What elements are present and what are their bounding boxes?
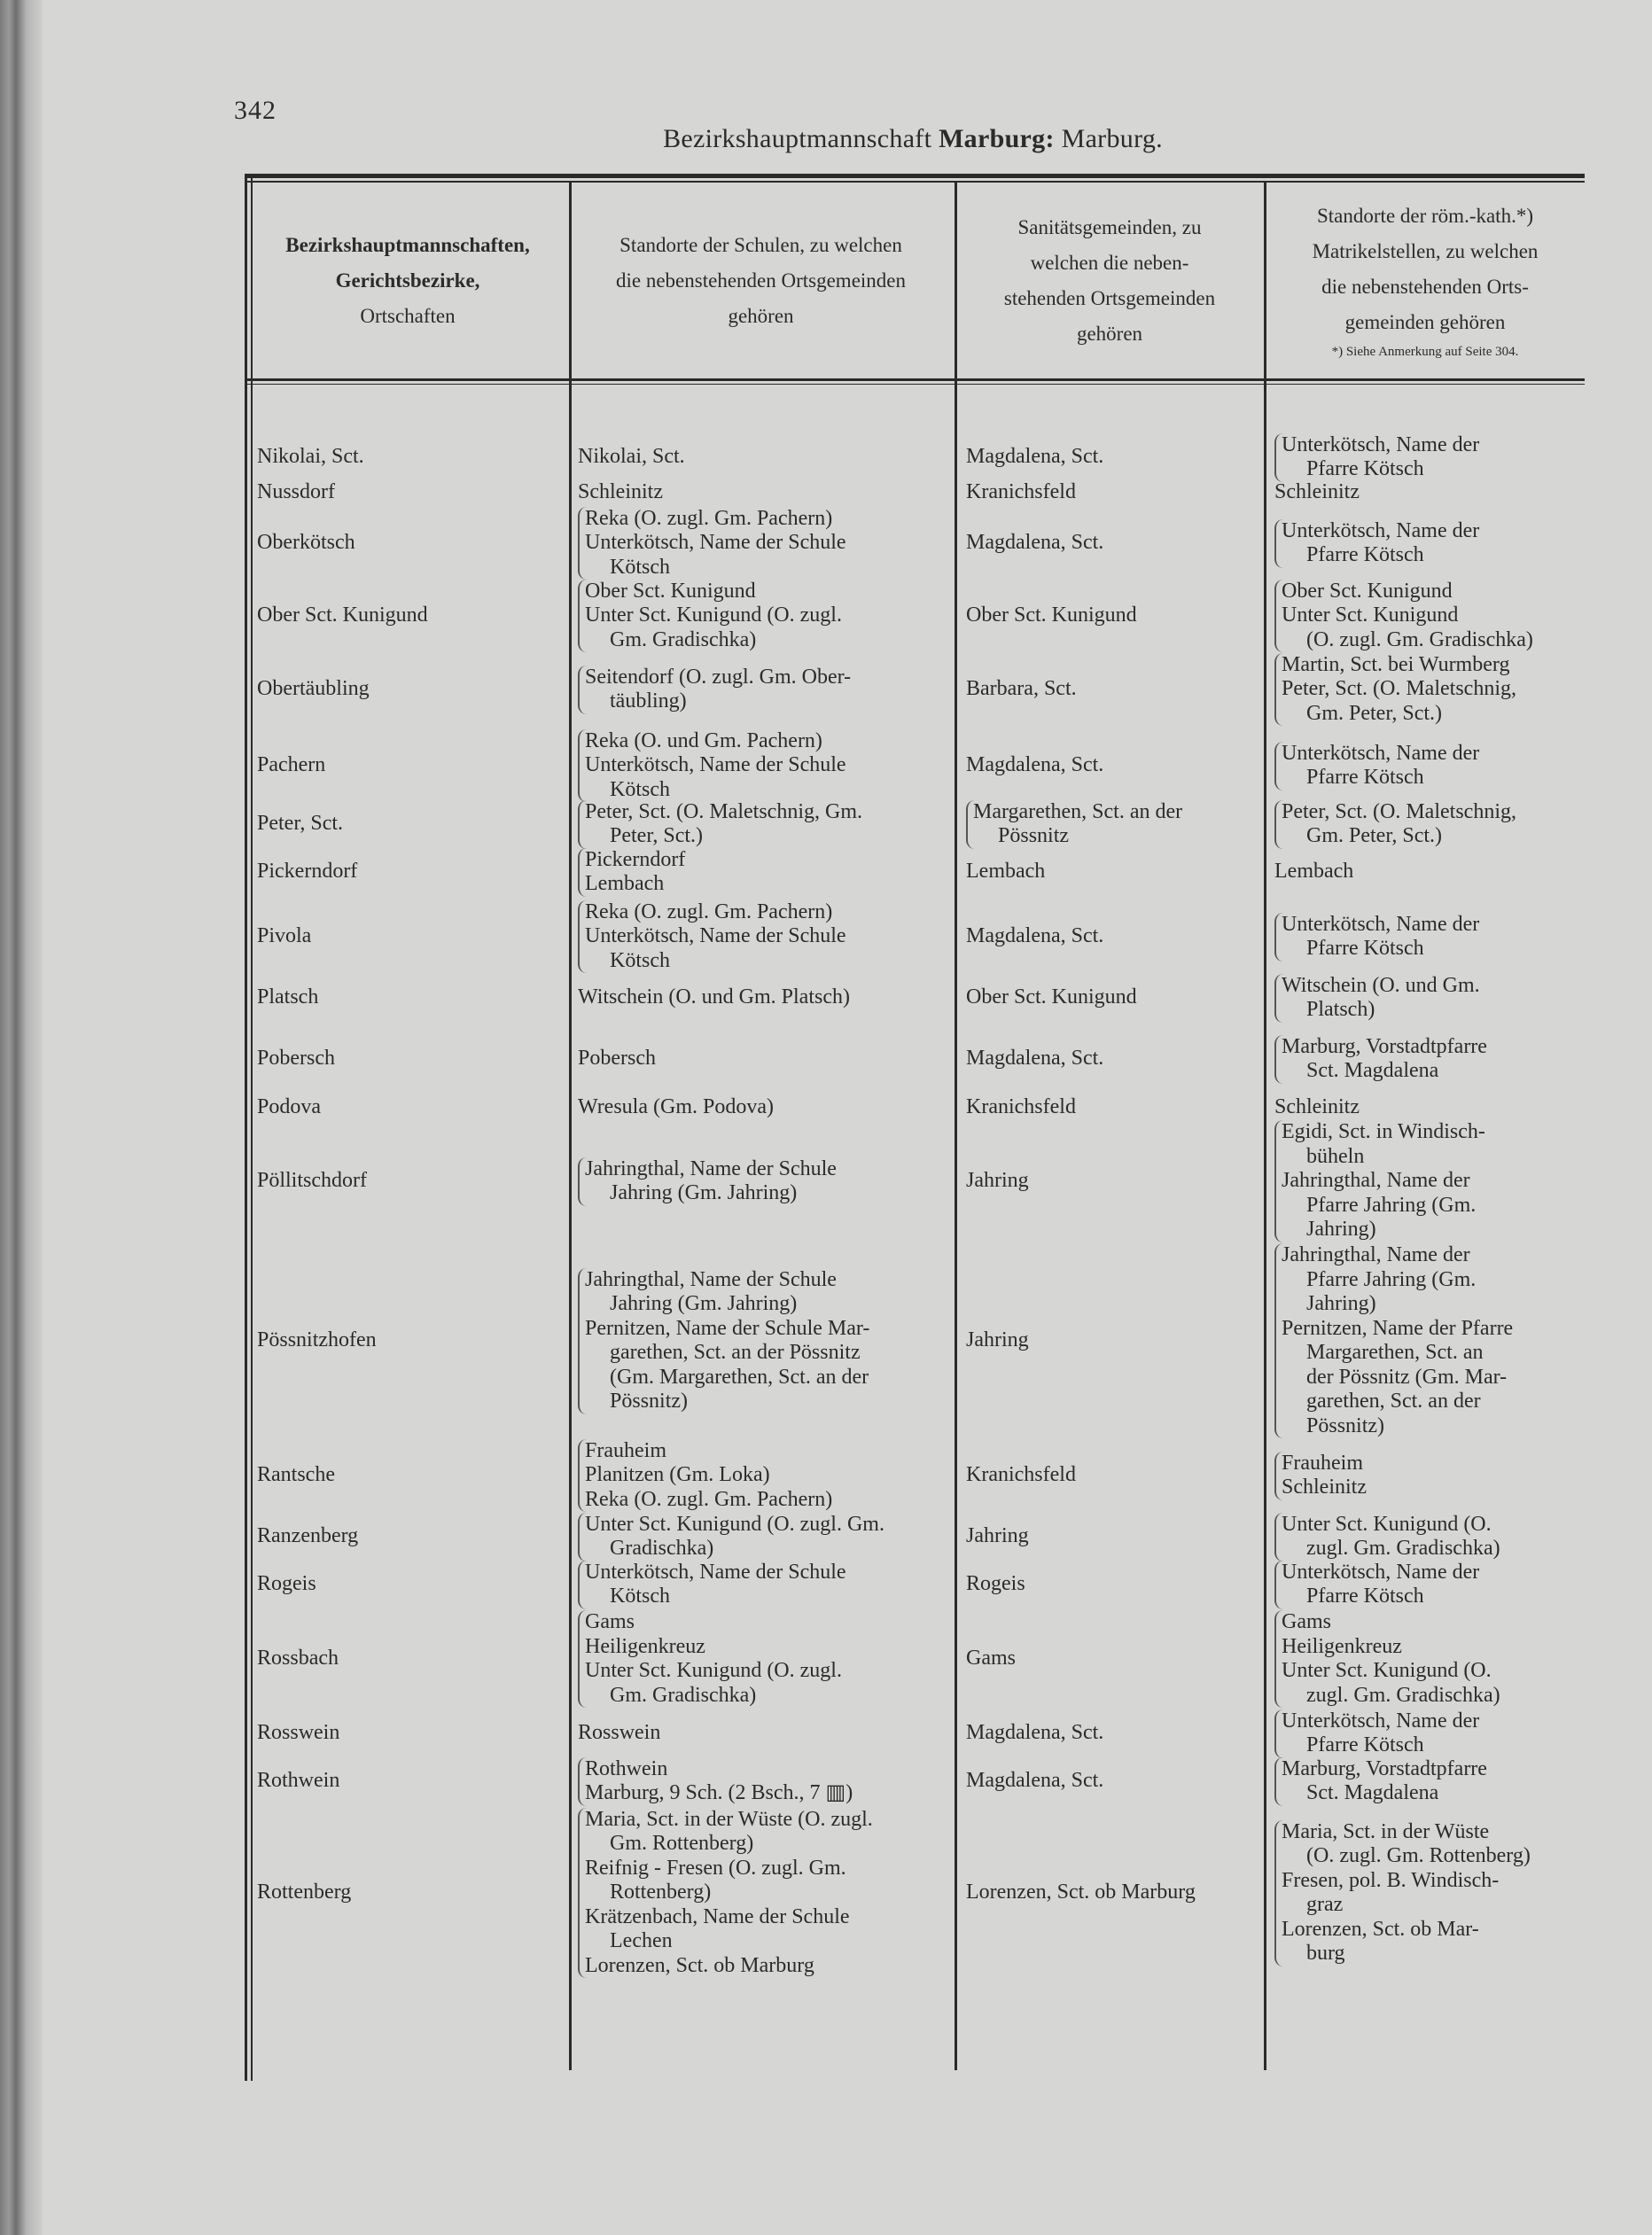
cell-line: Gm. Gradischka)	[610, 627, 757, 651]
cell-line: Ober Sct. Kunigund	[585, 579, 756, 603]
cell-line: Kötsch	[610, 555, 670, 579]
cell-line: Unterkötsch, Name der	[1282, 1709, 1480, 1733]
table-cell-schools	[578, 1561, 846, 1609]
table-cell-parish	[1274, 974, 1480, 1023]
header-column-4	[1267, 186, 1583, 376]
cell-line: Unterkötsch, Name der	[1282, 432, 1480, 456]
table-cell-place	[257, 604, 428, 628]
cell-line: Gams	[585, 1610, 635, 1633]
cell-line: Pöllitschdorf	[257, 1169, 367, 1193]
table-cell-schools	[578, 1513, 884, 1561]
table-cell-place	[257, 1463, 335, 1488]
table-cell-place	[257, 480, 335, 505]
cell-line: Pachern	[257, 753, 326, 777]
table-cell-place	[257, 445, 364, 470]
table-cell-schools	[578, 1757, 853, 1806]
cell-line: Gm. Gradischka)	[610, 1683, 757, 1707]
column-divider-3	[1264, 183, 1266, 2070]
table-top-rule-thin	[245, 181, 1585, 183]
cell-line: Kötsch	[610, 777, 670, 801]
table-cell-schools	[578, 1808, 873, 1979]
header-column-1	[250, 186, 565, 376]
table-cell-sanitary	[966, 480, 1076, 505]
table-cell-parish	[1274, 1610, 1500, 1708]
cell-line: Magdalena, Sct.	[966, 1721, 1104, 1745]
table-cell-schools	[578, 1439, 832, 1513]
cell-line: Jahring	[966, 1169, 1029, 1193]
cell-line: Rantsche	[257, 1463, 335, 1487]
table-cell-sanitary	[966, 1647, 1016, 1671]
cell-line: Reka (O. zugl. Gm. Pachern)	[585, 506, 833, 530]
table-cell-parish	[1274, 1095, 1360, 1120]
cell-line: Egidi, Sct. in Windisch-	[1282, 1120, 1485, 1144]
cell-line: Peter, Sct. (O. Maletschnig,	[1282, 799, 1516, 823]
table-cell-sanitary	[966, 1769, 1103, 1794]
header-line: welchen die neben-	[1030, 252, 1189, 274]
table-cell-parish	[1274, 480, 1360, 505]
table-cell-sanitary	[966, 1881, 1196, 1905]
table-cell-place	[257, 1169, 367, 1194]
cell-line: Pernitzen, Name der Schule Mar-	[585, 1316, 870, 1340]
table-cell-sanitary	[966, 531, 1103, 556]
table-cell-parish	[1274, 742, 1479, 790]
table-cell-sanitary	[966, 1463, 1076, 1488]
cell-line: Jahring	[966, 1524, 1029, 1548]
cell-line: Jahringthal, Name der Schule	[585, 1156, 837, 1180]
cell-line: Lorenzen, Sct. ob Marburg	[585, 1953, 814, 1977]
table-cell-sanitary	[966, 445, 1103, 470]
cell-line: Jahring)	[1306, 1292, 1376, 1315]
header-line: Standorte der Schulen, zu welchen	[620, 234, 902, 256]
cell-line: Frauheim	[1282, 1451, 1363, 1475]
cell-line: Reka (O. zugl. Gm. Pachern)	[585, 1487, 833, 1511]
table-cell-schools	[578, 507, 846, 580]
cell-line: Rothwein	[257, 1769, 340, 1793]
cell-line: Magdalena, Sct.	[966, 531, 1104, 555]
cell-line: Jahringthal, Name der	[1282, 1169, 1470, 1193]
cell-line: Platsch)	[1306, 998, 1375, 1021]
cell-line: Lorenzen, Sct. ob Marburg	[966, 1881, 1196, 1904]
table-cell-schools	[578, 580, 842, 653]
cell-line: Ranzenberg	[257, 1524, 359, 1548]
table-left-border-inner	[251, 174, 253, 2081]
table-cell-place	[257, 985, 318, 1010]
cell-line: Pobersch	[578, 1047, 656, 1071]
cell-line: Pfarre Kötsch	[1306, 543, 1424, 566]
table-cell-place	[257, 860, 357, 884]
cell-line: Wresula (Gm. Podova)	[578, 1095, 774, 1119]
cell-line: Reifnig - Fresen (O. zugl. Gm.	[585, 1856, 846, 1880]
cell-line: Fresen, pol. B. Windisch-	[1282, 1868, 1500, 1892]
cell-line: Planitzen (Gm. Loka)	[585, 1463, 770, 1487]
table-cell-place	[257, 1647, 339, 1671]
cell-line: Pfarre Kötsch	[1306, 1585, 1424, 1608]
cell-line: Schleinitz	[578, 480, 663, 504]
cell-line: Magdalena, Sct.	[966, 1047, 1104, 1071]
cell-line: burg	[1306, 1942, 1345, 1965]
cell-line: Pössnitz	[998, 824, 1070, 847]
table-cell-sanitary	[966, 1328, 1029, 1353]
table-cell-place	[257, 1572, 316, 1597]
table-left-border	[245, 174, 247, 2081]
header-line: die nebenstehenden Ortsgemeinden	[616, 269, 906, 292]
table-cell-place	[257, 753, 325, 778]
cell-line: Pössnitzhofen	[257, 1328, 377, 1352]
cell-line: Margarethen, Sct. an	[1306, 1341, 1484, 1364]
cell-line: Jahring)	[1306, 1218, 1376, 1242]
table-cell-schools	[578, 900, 846, 974]
table-cell-sanitary	[966, 1095, 1076, 1120]
cell-line: Obertäubling	[257, 677, 370, 701]
header-line: Gerichtsbezirke,	[335, 269, 480, 292]
table-cell-parish	[1274, 1452, 1367, 1500]
page-number: 342	[234, 96, 277, 125]
cell-line: Pfarre Kötsch	[1306, 1733, 1424, 1756]
cell-line: Kranichsfeld	[966, 480, 1076, 504]
table-cell-parish	[1274, 433, 1479, 482]
table-cell-parish	[1274, 913, 1479, 962]
table-cell-place	[257, 1721, 339, 1746]
cell-line: Maria, Sct. in der Wüste (O. zugl.	[585, 1807, 873, 1831]
table-cell-schools	[578, 1047, 656, 1071]
header-line: gehören	[728, 305, 794, 327]
cell-line: Peter, Sct. (O. Maletschnig,	[1282, 677, 1516, 701]
cell-line: Oberkötsch	[257, 531, 355, 555]
cell-line: täubling)	[610, 689, 687, 713]
table-cell-place	[257, 677, 370, 702]
cell-line: Kötsch	[610, 1585, 670, 1608]
table-cell-parish	[1274, 860, 1353, 884]
cell-line: Pfarre Kötsch	[1306, 937, 1424, 960]
cell-line: Reka (O. zugl. Gm. Pachern)	[585, 899, 833, 923]
header-footnote: *) Siehe Anmerkung auf Seite 304.	[1331, 345, 1519, 359]
cell-line: Kranichsfeld	[966, 1095, 1076, 1119]
cell-line: Unterkötsch, Name der Schule	[585, 753, 846, 777]
table-cell-sanitary	[966, 1524, 1029, 1549]
cell-line: Reka (O. und Gm. Pachern)	[585, 728, 822, 752]
table-cell-sanitary	[966, 604, 1137, 628]
table-cell-parish	[1274, 1820, 1531, 1966]
table-cell-sanitary	[966, 1721, 1103, 1746]
table-cell-place	[257, 1524, 358, 1549]
table-cell-parish	[1274, 1757, 1487, 1806]
cell-line: Rogeis	[257, 1572, 316, 1596]
cell-line: (Gm. Margarethen, Sct. an der	[610, 1365, 869, 1389]
table-cell-schools	[578, 1268, 869, 1414]
cell-line: Lembach	[1274, 860, 1354, 884]
cell-line: Jahring (Gm. Jahring)	[610, 1181, 798, 1204]
cell-line: Pobersch	[257, 1047, 335, 1071]
table-cell-schools	[578, 1157, 837, 1206]
cell-line: Unterkötsch, Name der Schule	[585, 924, 846, 948]
cell-line: Kötsch	[610, 948, 670, 972]
table-cell-place	[257, 1328, 377, 1353]
cell-line: Lechen	[610, 1929, 673, 1953]
cell-line: Pfarre Kötsch	[1306, 766, 1424, 789]
table-cell-parish	[1274, 1243, 1513, 1438]
cell-line: Platsch	[257, 985, 319, 1009]
cell-line: Gams	[1282, 1610, 1331, 1633]
table-cell-sanitary	[966, 753, 1103, 778]
header-line: gemeinden gehören	[1344, 311, 1506, 333]
header-line: gehören	[1076, 323, 1143, 345]
cell-line: Unter Sct. Kunigund (O. zugl. Gm.	[585, 1512, 884, 1536]
page-title	[0, 124, 1652, 154]
cell-line: Sct. Magdalena	[1306, 1059, 1439, 1082]
cell-line: Jahring	[966, 1328, 1029, 1352]
cell-line: Witschein (O. und Gm.	[1282, 973, 1480, 997]
cell-line: garethen, Sct. an der Pössnitz	[610, 1341, 861, 1364]
cell-line: Ober Sct. Kunigund	[1282, 579, 1453, 603]
cell-line: Marburg, Vorstadtpfarre	[1282, 1756, 1487, 1780]
header-line: Bezirkshauptmannschaften,	[285, 234, 530, 256]
header-line: die nebenstehenden Orts-	[1321, 276, 1529, 298]
cell-line: Unterkötsch, Name der Schule	[585, 1560, 846, 1584]
table-cell-schools	[578, 445, 685, 470]
cell-line: Peter, Sct.)	[610, 824, 704, 847]
column-divider-1	[569, 183, 572, 2070]
header-line: Matrikelstellen, zu welchen	[1312, 240, 1539, 262]
cell-line: Gm. Peter, Sct.)	[1306, 824, 1443, 847]
cell-line: Frauheim	[585, 1438, 666, 1462]
table-cell-sanitary	[966, 985, 1137, 1010]
cell-line: Schleinitz	[1282, 1476, 1367, 1499]
header-column-2	[571, 186, 951, 376]
cell-line: Lembach	[585, 872, 665, 895]
cell-line: Rosswein	[257, 1721, 340, 1745]
header-line: Ortschaften	[360, 305, 456, 327]
cell-line: Rogeis	[966, 1572, 1025, 1596]
cell-line: zugl. Gm. Gradischka)	[1306, 1683, 1500, 1707]
cell-line: Margarethen, Sct. an der	[973, 799, 1183, 823]
table-cell-sanitary	[966, 1572, 1025, 1597]
table-cell-place	[257, 531, 355, 556]
cell-line: Marburg, 9 Sch. (2 Bsch., 7 ▥)	[585, 1781, 853, 1804]
cell-line: Pernitzen, Name der Pfarre	[1282, 1316, 1514, 1340]
table-cell-schools	[578, 848, 685, 897]
cell-line: büheln	[1306, 1144, 1365, 1168]
cell-line: Heiligenkreuz	[585, 1634, 705, 1658]
cell-line: Pfarre Jahring (Gm.	[1306, 1193, 1477, 1217]
cell-line: Peter, Sct.	[257, 812, 344, 836]
table-cell-parish	[1274, 1513, 1500, 1561]
cell-line: Jahring (Gm. Jahring)	[610, 1292, 798, 1315]
cell-line: Pössnitz)	[610, 1390, 689, 1413]
table-cell-schools	[578, 666, 851, 714]
cell-line: Rothwein	[585, 1756, 668, 1780]
table-cell-parish	[1274, 580, 1533, 653]
header-column-3	[959, 186, 1260, 376]
cell-line: Seitendorf (O. zugl. Gm. Ober-	[585, 665, 852, 689]
cell-line: Podova	[257, 1095, 321, 1119]
cell-line: Schleinitz	[1274, 1095, 1360, 1119]
cell-line: graz	[1306, 1893, 1344, 1916]
header-line: Sanitätsgemeinden, zu	[1017, 216, 1202, 238]
cell-line: Jahringthal, Name der Schule	[585, 1267, 837, 1291]
cell-line: Ober Sct. Kunigund	[966, 604, 1137, 627]
table-cell-parish	[1274, 1709, 1479, 1758]
cell-line: Peter, Sct. (O. Maletschnig, Gm.	[585, 799, 862, 823]
cell-line: Gm. Rottenberg)	[610, 1832, 754, 1856]
cell-line: Sct. Magdalena	[1306, 1781, 1439, 1804]
cell-line: Pössnitz)	[1306, 1413, 1385, 1437]
table-cell-sanitary	[966, 1169, 1029, 1194]
cell-line: Schleinitz	[1274, 480, 1360, 504]
cell-line: Barbara, Sct.	[966, 677, 1077, 701]
cell-line: Unter Sct. Kunigund (O. zugl.	[585, 1659, 842, 1682]
column-divider-2	[955, 183, 957, 2070]
cell-line: Maria, Sct. in der Wüste	[1282, 1819, 1490, 1843]
table-cell-place	[257, 1881, 351, 1905]
cell-line: Lembach	[966, 860, 1046, 884]
table-cell-sanitary	[966, 800, 1182, 849]
cell-line: Rottenberg)	[610, 1881, 712, 1904]
cell-line: Pickerndorf	[585, 847, 686, 871]
cell-line: Kranichsfeld	[966, 1463, 1076, 1487]
cell-line: Unter Sct. Kunigund (O.	[1282, 1512, 1492, 1536]
table-cell-parish	[1274, 519, 1479, 568]
table-cell-place	[257, 1769, 339, 1794]
table-cell-sanitary	[966, 677, 1077, 702]
table-cell-sanitary	[966, 1047, 1103, 1071]
table-cell-schools	[578, 480, 663, 505]
cell-line: Ober Sct. Kunigund	[966, 985, 1137, 1009]
cell-line: Unter Sct. Kunigund	[1282, 604, 1459, 627]
table-cell-place	[257, 924, 311, 949]
cell-line: Unterkötsch, Name der	[1282, 1560, 1480, 1584]
cell-line: Marburg, Vorstadtpfarre	[1282, 1034, 1487, 1058]
table-cell-sanitary	[966, 924, 1103, 949]
cell-line: Unter Sct. Kunigund (O. zugl.	[585, 604, 842, 627]
cell-line: Krätzenbach, Name der Schule	[585, 1904, 850, 1928]
table-cell-parish	[1274, 1561, 1479, 1609]
cell-line: Nikolai, Sct.	[578, 445, 685, 469]
table-cell-schools	[578, 729, 846, 803]
scan-edge	[0, 0, 43, 2235]
table-cell-parish	[1274, 1035, 1487, 1084]
header-bottom-rule-thin	[245, 384, 1585, 385]
table-cell-sanitary	[966, 860, 1045, 884]
cell-line: Unterkötsch, Name der	[1282, 741, 1480, 765]
cell-line: Magdalena, Sct.	[966, 753, 1104, 777]
cell-line: Pickerndorf	[257, 860, 358, 884]
cell-line: Witschein (O. und Gm. Platsch)	[578, 985, 850, 1009]
cell-line: Lorenzen, Sct. ob Mar-	[1282, 1917, 1479, 1941]
cell-line: Unter Sct. Kunigund (O.	[1282, 1659, 1492, 1682]
table-cell-schools	[578, 985, 850, 1010]
header-line: stehenden Ortsgemeinden	[1003, 287, 1216, 309]
table-cell-schools	[578, 1095, 774, 1120]
cell-line: Nikolai, Sct.	[257, 445, 364, 469]
cell-line: zugl. Gm. Gradischka)	[1306, 1537, 1500, 1560]
cell-line: Unterkötsch, Name der Schule	[585, 531, 846, 555]
header-line: Standorte der röm.-kath.*)	[1317, 205, 1533, 227]
header-bottom-rule	[245, 378, 1585, 381]
cell-line: Nussdorf	[257, 480, 335, 504]
title-bold: Marburg:	[939, 124, 1055, 153]
cell-line: Magdalena, Sct.	[966, 445, 1104, 469]
cell-line: Rossbach	[257, 1647, 339, 1670]
cell-line: Unterkötsch, Name der	[1282, 912, 1480, 936]
table-top-rule	[245, 174, 1585, 178]
table-cell-parish	[1274, 653, 1516, 727]
title-suffix: Marburg.	[1061, 124, 1163, 153]
cell-line: Jahringthal, Name der	[1282, 1243, 1470, 1266]
table-cell-schools	[578, 1610, 842, 1708]
cell-line: Ober Sct. Kunigund	[257, 604, 428, 627]
cell-line: Magdalena, Sct.	[966, 1769, 1104, 1793]
cell-line: Gradischka)	[610, 1537, 714, 1560]
cell-line: Martin, Sct. bei Wurmberg	[1282, 652, 1510, 676]
cell-line: der Pössnitz (Gm. Mar-	[1306, 1365, 1508, 1389]
table-cell-place	[257, 812, 343, 837]
title-prefix: Bezirkshauptmannschaft	[663, 124, 932, 153]
cell-line: Rottenberg	[257, 1881, 352, 1904]
table-cell-place	[257, 1047, 335, 1071]
cell-line: Heiligenkreuz	[1282, 1634, 1402, 1658]
table-cell-place	[257, 1095, 321, 1120]
cell-line: Pivola	[257, 924, 312, 948]
table-cell-schools	[578, 800, 862, 849]
table-cell-schools	[578, 1721, 660, 1746]
cell-line: Pfarre Jahring (Gm.	[1306, 1267, 1477, 1291]
cell-line: Gm. Peter, Sct.)	[1306, 701, 1443, 725]
table-cell-parish	[1274, 800, 1516, 849]
cell-line: garethen, Sct. an der	[1306, 1390, 1481, 1413]
cell-line: Pfarre Kötsch	[1306, 457, 1424, 480]
cell-line: Unterkötsch, Name der	[1282, 518, 1480, 542]
table-cell-parish	[1274, 1120, 1485, 1242]
cell-line: (O. zugl. Gm. Gradischka)	[1306, 627, 1533, 651]
cell-line: Magdalena, Sct.	[966, 924, 1104, 948]
cell-line: Rosswein	[578, 1721, 661, 1745]
cell-line: Gams	[966, 1647, 1016, 1670]
cell-line: (O. zugl. Gm. Rottenberg)	[1306, 1844, 1531, 1867]
